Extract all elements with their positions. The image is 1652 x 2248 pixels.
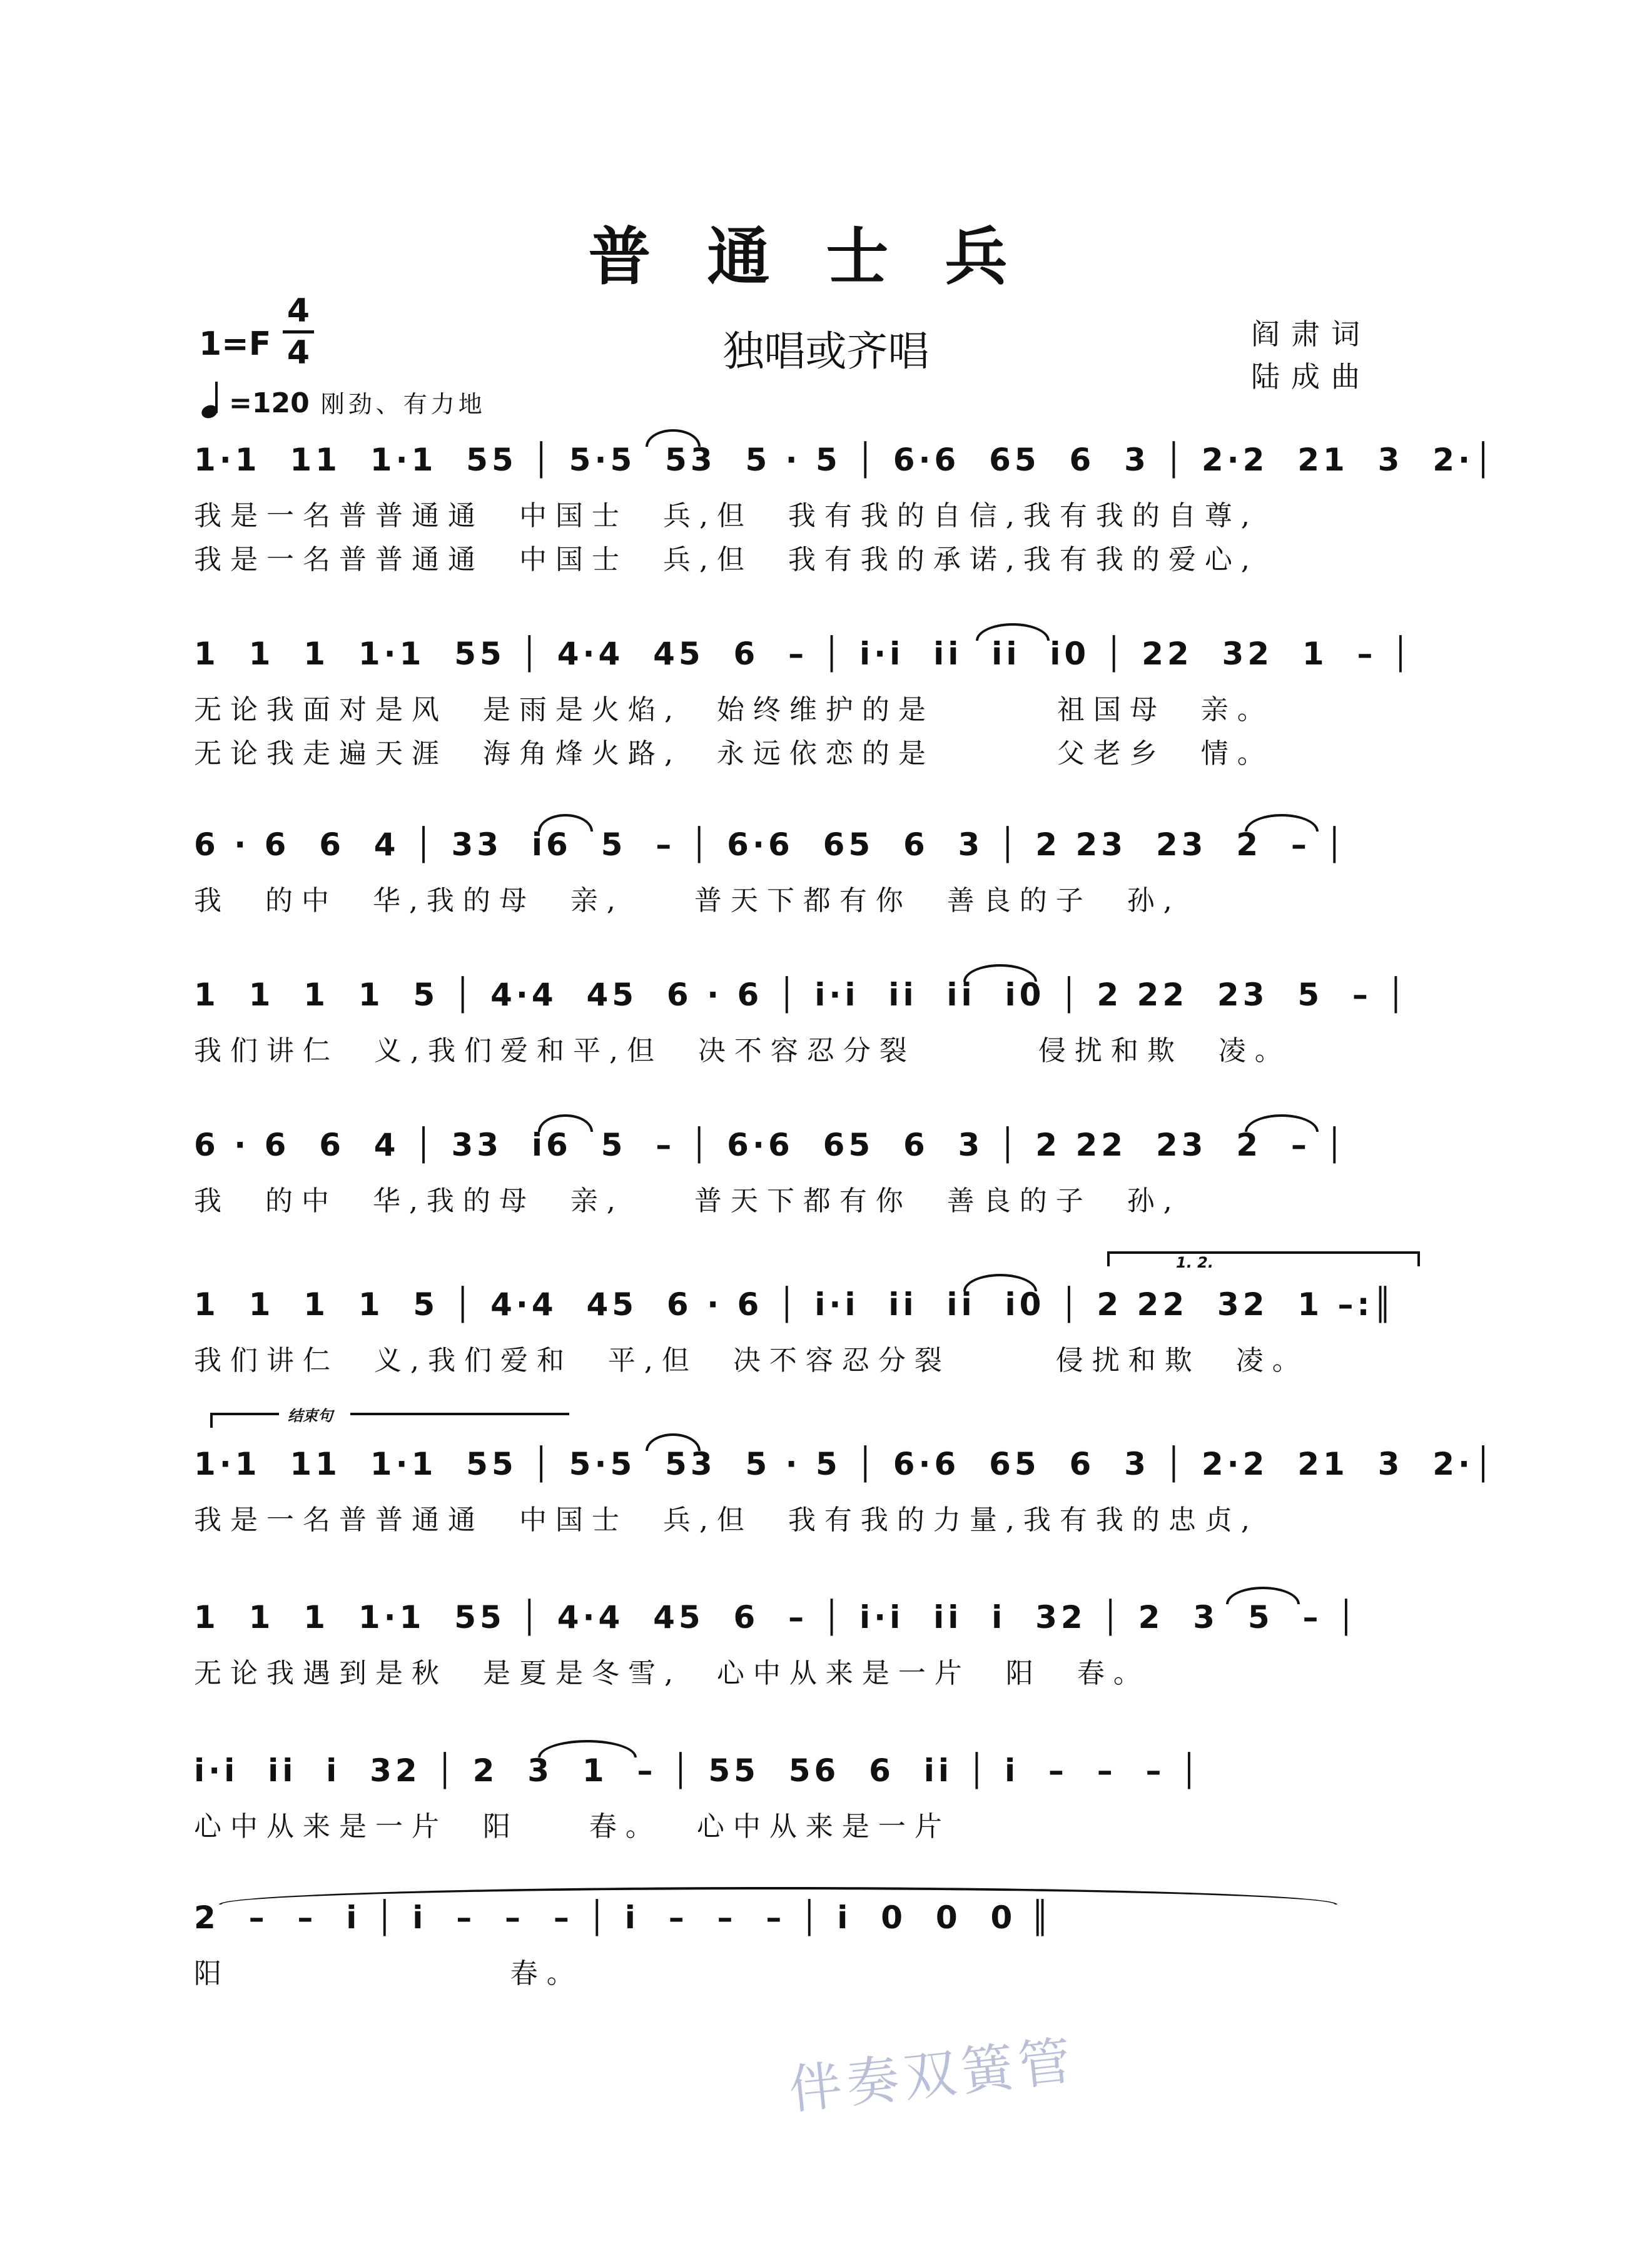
notes: 2 – – i │ i – – – │ i – – – │ i 0 0 0 ║ (194, 1900, 1053, 1936)
coda-label: 结束句 (288, 1407, 333, 1425)
lyric-line-1: 我 的中 华,我的母 亲, 普天下都有你 善良的子 孙, (194, 885, 1181, 917)
lyric-line-1: 我们讲仁 义,我们爱和平,但 决不容忍分裂 侵扰和欺 凌。 (194, 1035, 1291, 1067)
lyric-line-2: 无论我走遍天涯 海角烽火路, 永远依恋的是 父老乡 情。 (194, 738, 1274, 770)
lyric-line-1: 我们讲仁 义,我们爱和 平,但 决不容忍分裂 侵扰和欺 凌。 (194, 1345, 1309, 1376)
music-system-3 (188, 810, 1445, 923)
notation-line (188, 1736, 1445, 1805)
lyric-line-1: 我是一名普普通通 中国士 兵,但 我有我的自信,我有我的自尊, (194, 500, 1259, 532)
lyric-line-1: 无论我遇到是秋 是夏是冬雪, 心中从来是一片 阳 春。 (194, 1657, 1150, 1689)
music-system-10 (188, 1883, 1445, 1996)
coda-bracket-line-left (210, 1413, 279, 1415)
notes: 1·1 11 1·1 55 │ 5·5 53 5 · 5 │ 6·6 65 6 3 │ 2·2 21 3 2·│ (194, 1446, 1497, 1482)
music-system-1 (188, 425, 1497, 582)
notes: 1 1 1 1 5 │ 4·4 45 6 · 6 │ i·i ii ii i0 │ 2 22 23 5 – │ (194, 977, 1409, 1013)
lyric-line-1: 我 的中 华,我的母 亲, 普天下都有你 善良的子 孙, (194, 1185, 1181, 1217)
music-system-6 (188, 1270, 1445, 1383)
volta-bracket-line (1107, 1251, 1420, 1254)
time-signature-top: 4 (286, 292, 310, 330)
notes: 1·1 11 1·1 55 │ 5·5 53 5 · 5 │ 6·6 65 6 3 │ 2·2 21 3 2·│ (194, 442, 1497, 478)
quarter-note-icon (199, 382, 224, 419)
notation-line (188, 425, 1497, 494)
notes: 6 · 6 6 4 │ 33 i6 5 – │ 6·6 65 6 3 │ 2 23 23 2 – │ (194, 826, 1348, 863)
music-system-5 (188, 1111, 1445, 1223)
lyric-line-1: 阳 春。 (194, 1958, 583, 1990)
music-system-8 (188, 1583, 1445, 1696)
notes: 1 1 1 1 5 │ 4·4 45 6 · 6 │ i·i ii ii i0 │ 2 22 32 1 –:║ (194, 1286, 1396, 1323)
notes: 1 1 1 1·1 55 │ 4·4 45 6 – │ i·i ii ii i0 │ 22 32 1 – │ (194, 636, 1414, 672)
lyric-line-1: 我是一名普普通通 中国士 兵,但 我有我的力量,我有我的忠贞, (194, 1504, 1259, 1536)
music-system-4 (188, 960, 1445, 1073)
lyric-line-2: 我是一名普普通通 中国士 兵,但 我有我的承诺,我有我的爱心, (194, 544, 1259, 576)
notation-line (188, 1583, 1445, 1652)
composer-credit: 陆成曲 (1251, 360, 1371, 394)
notation-line (188, 810, 1445, 879)
time-signature-bottom: 4 (286, 334, 310, 372)
notation-line (188, 619, 1445, 688)
volta-label: 1. 2. (1176, 1254, 1214, 1271)
volta-bracket-end (1417, 1251, 1420, 1266)
notation-line (188, 1111, 1445, 1179)
performance-mode: 独唱或齐唱 (722, 327, 930, 375)
coda-bracket-line-right (350, 1413, 569, 1415)
song-title: 普通士兵 (588, 220, 1064, 293)
notes: i·i ii i 32 │ 2 3 1 – │ 55 56 6 ii │ i – – – │ (194, 1752, 1203, 1789)
notes: 6 · 6 6 4 │ 33 i6 5 – │ 6·6 65 6 3 │ 2 22 23 2 – │ (194, 1127, 1348, 1163)
tempo-expression: 刚劲、有力地 (320, 390, 486, 418)
notation-line (188, 1430, 1497, 1498)
lyricist-credit: 阎肃词 (1251, 317, 1371, 351)
lyric-line-1: 心中从来是一片 阳 春。 心中从来是一片 (194, 1811, 951, 1843)
music-system-7 (188, 1430, 1497, 1542)
notation-line (188, 960, 1445, 1029)
notation-line (188, 1883, 1445, 1952)
tempo-marking (199, 382, 486, 419)
handwritten-watermark: 伴奏双簧管 (786, 2030, 1079, 2121)
music-system-2 (188, 619, 1445, 776)
notes: 1 1 1 1·1 55 │ 4·4 45 6 – │ i·i ii i 32 │ 2 3 5 – │ (194, 1599, 1359, 1635)
lyric-line-1: 无论我面对是风 是雨是火焰, 始终维护的是 祖国母 亲。 (194, 694, 1274, 726)
notation-line (188, 1270, 1445, 1339)
tempo-value: =120 (229, 387, 310, 419)
music-system-9 (188, 1736, 1445, 1849)
key-signature: 1=F (199, 325, 271, 363)
